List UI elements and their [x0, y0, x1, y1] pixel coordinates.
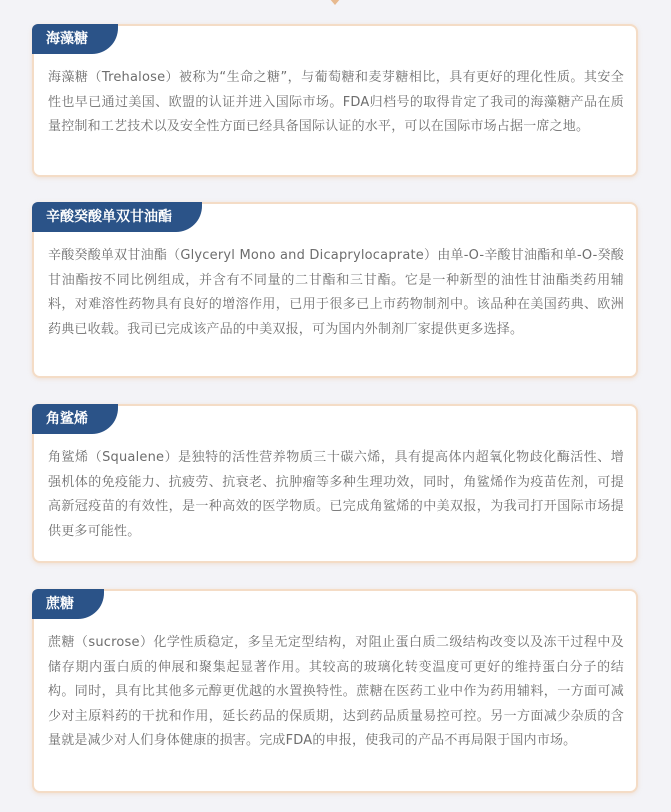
product-title-tag: 蔗糖	[32, 589, 104, 619]
product-description: 角鲨烯（Squalene）是独特的活性营养物质三十碳六烯，具有提高体内超氧化物歧化酶活性、增强机体的免疫能力、抗疲劳、抗衰老、抗肿瘤等多种生理功效，同时，角鲨烯作为疫苗佐剂，可提高新冠疫苗的有效性，是一种高效的医学物质。已完成角鲨烯的中美双报，为我司打开国际市场提供更多可能性。	[48, 450, 624, 539]
product-title-tag: 角鲨烯	[32, 404, 118, 434]
product-title-tag: 辛酸癸酸单双甘油酯	[32, 202, 202, 232]
product-card-squalene	[32, 404, 638, 563]
product-description: 海藻糖（Trehalose）被称为“生命之糖”，与葡萄糖和麦芽糖相比，具有更好的理化性质。其安全性也早已通过美国、欧盟的认证并进入国际市场。FDA归档号的取得肯定了我司的海藻糖产品在质量控制和工艺技术以及安全性方面已经具备国际认证的水平，可以在国际市场占据一席之地。	[48, 70, 624, 134]
product-description: 辛酸癸酸单双甘油酯（Glyceryl Mono and Dicaprylocaprate）由单-O-辛酸甘油酯和单-O-癸酸甘油酯按不同比例组成，并含有不同量的二甘酯和三甘酯。它是一种新型的油性甘油酯类药用辅料，对难溶性药物具有良好的增溶作用，已用于很多已上市药物制剂中。该品种在美国药典、欧洲药典已收载。我司已完成该产品的中美双报，可为国内外制剂厂家提供更多选择。	[48, 248, 624, 337]
product-title-tag: 海藻糖	[32, 24, 118, 54]
section-connector-arrow	[329, 0, 341, 5]
product-description: 蔗糖（sucrose）化学性质稳定，多呈无定型结构，对阻止蛋白质二级结构改变以及冻干过程中及储存期内蛋白质的伸展和聚集起显著作用。其较高的玻璃化转变温度可更好的维持蛋白分子的结构。同时，具有比其他多元醇更优越的水置换特性。蔗糖在医药工业中作为药用辅料，一方面可减少对主原料药的干扰和作用，延长药品的保质期，达到药品质量易控可控。另一方面减少杂质的含量就是减少对人们身体健康的损害。完成FDA的申报，使我司的产品不再局限于国内市场。	[48, 635, 624, 748]
product-card-glyceryl-ester	[32, 202, 638, 378]
product-card-sucrose	[32, 589, 638, 793]
product-card-trehalose	[32, 24, 638, 177]
